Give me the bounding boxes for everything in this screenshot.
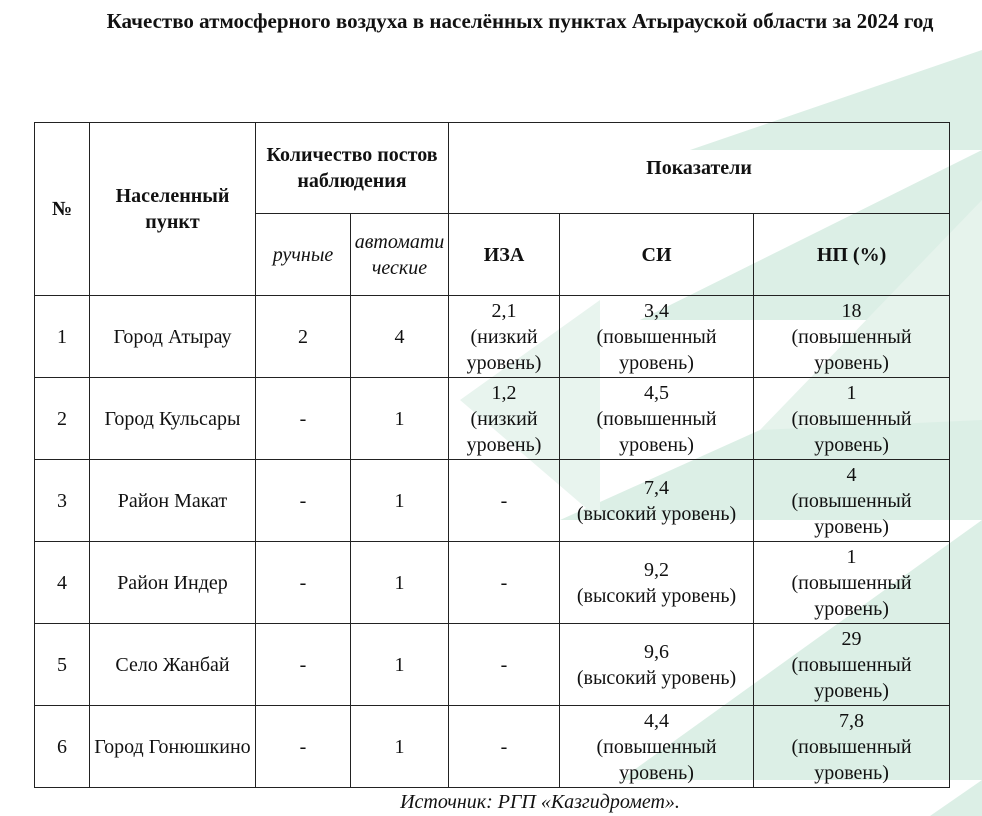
row-iza <box>449 542 560 624</box>
row-automatic-posts: 1 <box>351 378 449 460</box>
header-si: СИ <box>560 214 754 296</box>
row-automatic-posts: 4 <box>351 296 449 378</box>
row-iza <box>449 460 560 542</box>
row-number: 2 <box>35 378 90 460</box>
table-row <box>35 296 950 378</box>
row-si <box>560 706 754 788</box>
table-row <box>35 460 950 542</box>
header-automatic: автоматические <box>351 214 449 296</box>
row-np <box>754 542 950 624</box>
row-iza <box>449 624 560 706</box>
row-np-level: (повышенный уровень) <box>791 325 912 374</box>
row-manual-posts: - <box>256 706 351 788</box>
page-title: Качество атмосферного воздуха в населённых пунктах Атырауской области за 2024 год <box>106 9 934 33</box>
row-number: 1 <box>35 296 90 378</box>
row-np-value: 18 <box>841 299 862 322</box>
row-automatic-posts: 1 <box>351 542 449 624</box>
row-manual-posts: - <box>256 378 351 460</box>
row-np <box>754 378 950 460</box>
row-np <box>754 624 950 706</box>
row-manual-posts: - <box>256 542 351 624</box>
table-row <box>35 542 950 624</box>
row-si-value: 3,4 <box>644 299 670 322</box>
row-iza <box>449 706 560 788</box>
row-si-value: 9,2 <box>644 558 670 581</box>
table-row <box>35 706 950 788</box>
row-si <box>560 542 754 624</box>
row-iza-value: - <box>500 735 508 758</box>
row-si-level: (повышенный уровень) <box>596 735 717 784</box>
row-si-level: (повышенный уровень) <box>596 325 717 374</box>
row-iza-value: 1,2 <box>491 381 517 404</box>
row-settlement: Район Макат <box>90 460 256 542</box>
table-row <box>35 378 950 460</box>
header-np: НП (%) <box>754 214 950 296</box>
row-manual-posts: 2 <box>256 296 351 378</box>
row-manual-posts: - <box>256 460 351 542</box>
row-si <box>560 378 754 460</box>
row-si <box>560 296 754 378</box>
row-np-value: 1 <box>846 381 857 404</box>
header-posts-count: Количество постов наблюдения <box>256 123 449 214</box>
row-iza-level: (низкий уровень) <box>466 325 542 374</box>
row-iza-value: 2,1 <box>491 299 517 322</box>
row-np-value: 1 <box>846 545 857 568</box>
row-automatic-posts: 1 <box>351 460 449 542</box>
row-np-level: (повышенный уровень) <box>791 571 912 620</box>
row-si-level: (высокий уровень) <box>576 584 737 607</box>
row-si-value: 4,4 <box>644 709 670 732</box>
row-settlement: Район Индер <box>90 542 256 624</box>
row-settlement: Город Атырау <box>90 296 256 378</box>
row-number: 5 <box>35 624 90 706</box>
row-np <box>754 706 950 788</box>
row-iza <box>449 378 560 460</box>
row-si-level: (высокий уровень) <box>576 666 737 689</box>
row-automatic-posts: 1 <box>351 624 449 706</box>
row-np-level: (повышенный уровень) <box>791 489 912 538</box>
row-np-value: 4 <box>846 463 857 486</box>
row-np-value: 29 <box>841 627 862 650</box>
table-row <box>35 624 950 706</box>
row-iza-level: (низкий уровень) <box>466 407 542 456</box>
row-settlement: Село Жанбай <box>90 624 256 706</box>
row-number: 3 <box>35 460 90 542</box>
row-np-value: 7,8 <box>839 709 865 732</box>
header-indicators: Показатели <box>449 123 950 214</box>
row-si-level: (высокий уровень) <box>576 502 737 525</box>
row-np <box>754 460 950 542</box>
row-si-value: 4,5 <box>644 381 670 404</box>
row-manual-posts: - <box>256 624 351 706</box>
row-settlement: Город Кульсары <box>90 378 256 460</box>
row-si-value: 9,6 <box>644 640 670 663</box>
row-iza-value: - <box>500 489 508 512</box>
row-number: 6 <box>35 706 90 788</box>
source-note: Источник: РГП «Казгидромет». <box>400 791 680 813</box>
row-np-level: (повышенный уровень) <box>791 653 912 702</box>
header-num: № <box>35 123 90 296</box>
row-settlement: Город Гонюшкино <box>90 706 256 788</box>
air-quality-table <box>34 122 950 788</box>
row-si-value: 7,4 <box>644 476 670 499</box>
row-np-level: (повышенный уровень) <box>791 735 912 784</box>
row-si <box>560 624 754 706</box>
header-settlement: Населенный пункт <box>90 123 256 296</box>
row-automatic-posts: 1 <box>351 706 449 788</box>
row-si <box>560 460 754 542</box>
row-si-level: (повышенный уровень) <box>596 407 717 456</box>
row-iza-value: - <box>500 571 508 594</box>
row-iza-value: - <box>500 653 508 676</box>
header-manual: ручные <box>256 214 351 296</box>
row-number: 4 <box>35 542 90 624</box>
row-np-level: (повышенный уровень) <box>791 407 912 456</box>
row-iza <box>449 296 560 378</box>
header-iza: ИЗА <box>449 214 560 296</box>
row-np <box>754 296 950 378</box>
